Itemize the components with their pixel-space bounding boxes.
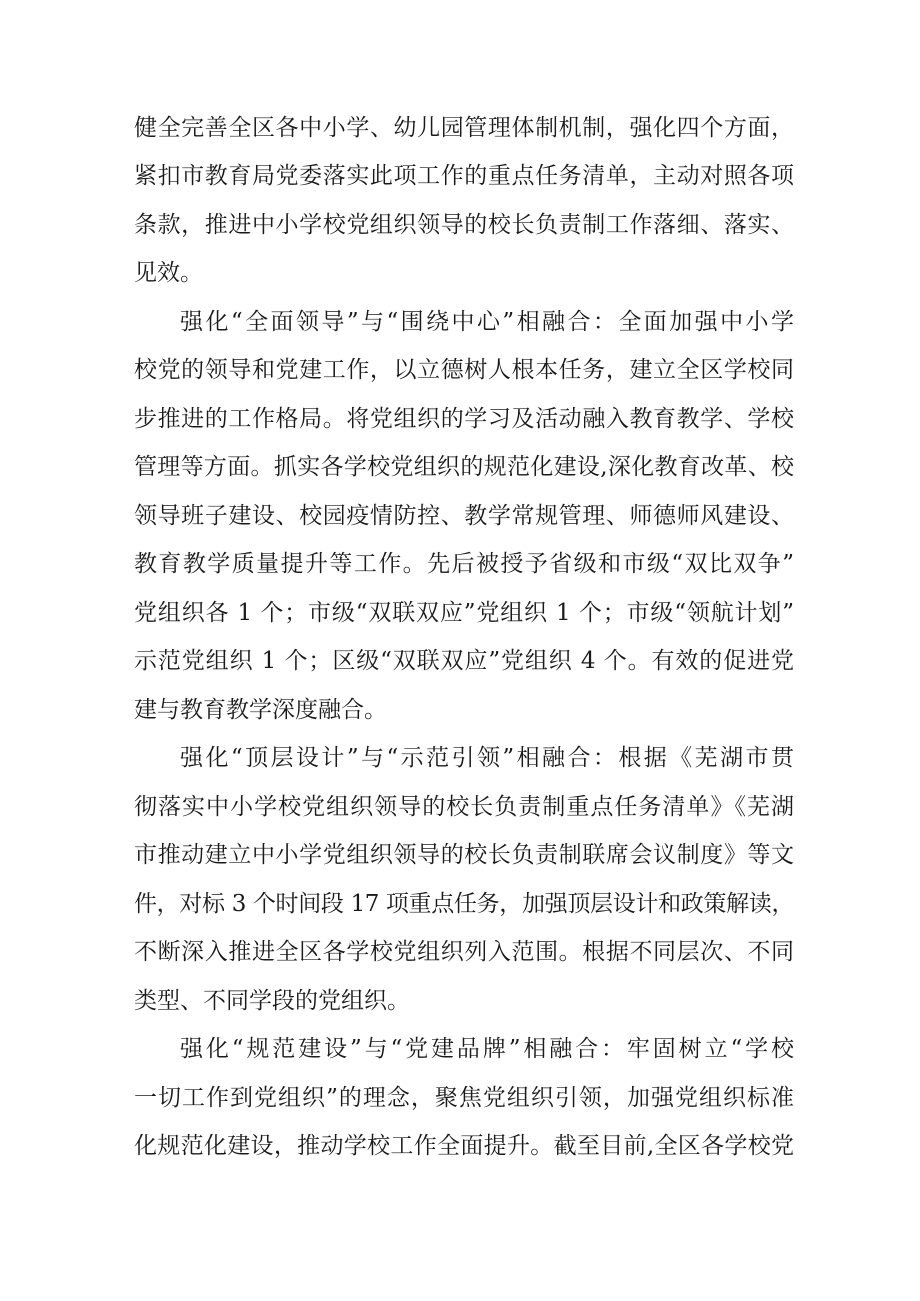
paragraph-line: 领导班子建设、校园疫情防控、教学常规管理、师德师风建设、 xyxy=(134,503,794,529)
paragraph-line: 管理等方面。抓实各学校党组织的规范化建设,深化教育改革、校 xyxy=(134,454,794,480)
paragraph-line: 建与教育教学深度融合。 xyxy=(134,697,387,723)
paragraph-line: 紧扣市教育局党委落实此项工作的重点任务清单，主动对照各项 xyxy=(134,163,794,189)
paragraph-line: 党组织各 1 个；市级“双联双应”党组织 1 个；市级“领航计划” xyxy=(134,600,794,626)
paragraph-line: 类型、不同学段的党组织。 xyxy=(134,988,410,1014)
paragraph-line: 一切工作到党组织”的理念，聚焦党组织引领，加强党组织标准 xyxy=(134,1085,794,1111)
paragraph-heading-line: 强化“规范建设”与“党建品牌”相融合：牢固树立“学校 xyxy=(180,1036,794,1062)
paragraph-line: 件，对标 3 个时间段 17 项重点任务，加强顶层设计和政策解读， xyxy=(134,891,794,917)
paragraph-line: 市推动建立中小学党组织领导的校长负责制联席会议制度》等文 xyxy=(134,842,794,868)
paragraph-line: 不断深入推进全区各学校党组织列入范围。根据不同层次、不同 xyxy=(134,939,794,965)
paragraph-line: 校党的领导和党建工作，以立德树人根本任务，建立全区学校同 xyxy=(134,357,794,383)
paragraph-heading-line: 强化“顶层设计”与“示范引领”相融合：根据《芜湖市贯 xyxy=(180,745,794,771)
paragraph-line: 彻落实中小学校党组织领导的校长负责制重点任务清单》《芜湖 xyxy=(134,794,794,820)
paragraph-line: 见效。 xyxy=(134,260,203,286)
paragraph-heading-line: 强化“全面领导”与“围绕中心”相融合：全面加强中小学 xyxy=(180,309,794,335)
paragraph-line: 健全完善全区各中小学、幼儿园管理体制机制，强化四个方面， xyxy=(134,115,794,141)
paragraph-line: 步推进的工作格局。将党组织的学习及活动融入教育教学、学校 xyxy=(134,406,794,432)
paragraph-line: 示范党组织 1 个；区级“双联双应”党组织 4 个。有效的促进党 xyxy=(134,648,794,674)
paragraph-line: 化规范化建设，推动学校工作全面提升。截至目前,全区各学校党 xyxy=(134,1133,794,1159)
paragraph-line: 教育教学质量提升等工作。先后被授予省级和市级“双比双争” xyxy=(134,551,794,577)
paragraph-line: 条款，推进中小学校党组织领导的校长负责制工作落细、落实、 xyxy=(134,212,794,238)
